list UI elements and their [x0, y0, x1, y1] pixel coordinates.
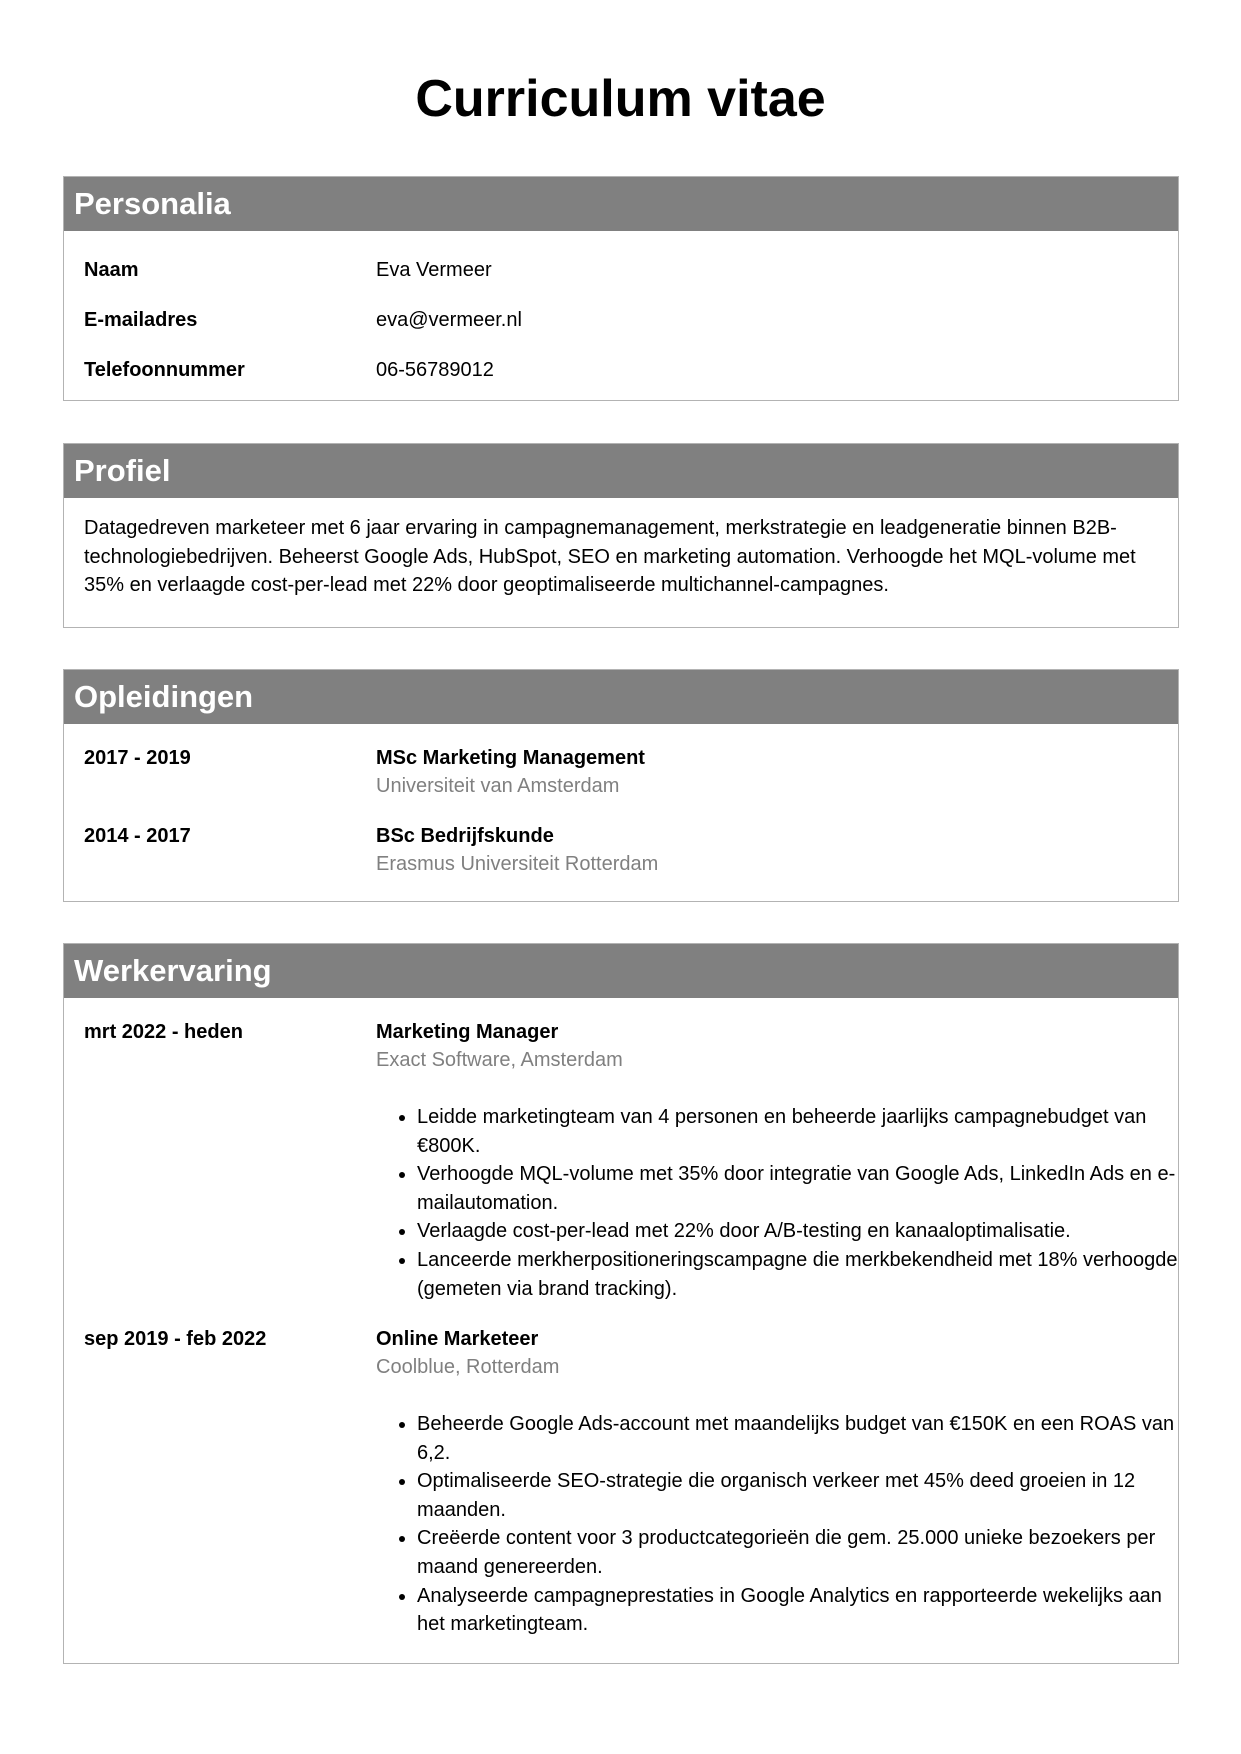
list-item: • Creëerde content voor 3 productcategorieën die gem. 25.000 unieke bezoekers per maand genereerden. [417, 1524, 1178, 1581]
personalia-row-email [64, 295, 1178, 345]
personalia-row-name [64, 245, 1178, 295]
education-degree: BSc Bedrijfskunde [376, 825, 554, 847]
phone-value: 06-56789012 [376, 359, 494, 381]
education-institution: Erasmus Universiteit Rotterdam [376, 853, 659, 875]
phone-label: Telefoonnummer [84, 359, 245, 381]
education-entry [64, 822, 1178, 879]
list-item: • Beheerde Google Ads-account met maandelijks budget van €150K en een ROAS van 6,2. [417, 1410, 1178, 1467]
list-item: • Analyseerde campagneprestaties in Google Analytics en rapporteerde wekelijks aan het marketingteam. [417, 1582, 1178, 1639]
job-title: Online Marketeer [376, 1328, 539, 1350]
work-entry [64, 1325, 1178, 1639]
personalia-row-phone [64, 345, 1178, 395]
job-title: Marketing Manager [376, 1021, 559, 1043]
profiel-section [63, 443, 1179, 628]
list-item: • Lanceerde merkherpositioneringscampagne die merkbekendheid met 18% verhoogde (gemeten via brand tracking). [417, 1246, 1178, 1303]
werkervaring-section [63, 943, 1179, 1664]
work-period: mrt 2022 - heden [84, 1021, 243, 1043]
education-degree: MSc Marketing Management [376, 747, 645, 769]
list-item: • Verhoogde MQL-volume met 35% door integratie van Google Ads, LinkedIn Ads en e-mailautomation. [417, 1160, 1178, 1217]
job-company: Coolblue, Rotterdam [376, 1356, 560, 1378]
opleidingen-section [63, 669, 1179, 902]
personalia-heading: Personalia [64, 177, 1178, 231]
page-title: Curriculum vitae [415, 70, 826, 128]
education-period: 2014 - 2017 [84, 825, 191, 847]
job-achievements-list [376, 1410, 1178, 1639]
education-institution: Universiteit van Amsterdam [376, 775, 620, 797]
profiel-heading: Profiel [64, 444, 1178, 498]
profile-text: Datagedreven marketeer met 6 jaar ervaring in campagnemanagement, merkstrategie en leadgeneratie binnen B2B-technologiebedrijven. Beheerst Google Ads, HubSpot, SEO en marketing automation. Verhoogde het MQL-volume met 35% en verlaagde cost-per-lead met 22% door geoptimaliseerde multichannel-campagnes. [84, 517, 1136, 596]
list-item: • Verlaagde cost-per-lead met 22% door A/B-testing en kanaaloptimalisatie. [417, 1217, 1178, 1246]
name-label: Naam [84, 259, 139, 281]
list-item: • Optimaliseerde SEO-strategie die organisch verkeer met 45% deed groeien in 12 maanden. [417, 1467, 1178, 1524]
job-company: Exact Software, Amsterdam [376, 1049, 623, 1071]
education-entry [64, 744, 1178, 822]
work-period: sep 2019 - feb 2022 [84, 1328, 267, 1350]
personalia-section [63, 176, 1179, 401]
email-value: eva@vermeer.nl [376, 309, 522, 331]
email-label: E-mailadres [84, 309, 198, 331]
list-item: • Leidde marketingteam van 4 personen en beheerde jaarlijks campagnebudget van €800K. [417, 1103, 1178, 1160]
job-achievements-list [376, 1103, 1178, 1303]
opleidingen-heading: Opleidingen [64, 670, 1178, 724]
name-value: Eva Vermeer [376, 259, 492, 281]
werkervaring-heading: Werkervaring [64, 944, 1178, 998]
work-entry [64, 1018, 1178, 1325]
education-period: 2017 - 2019 [84, 747, 191, 769]
